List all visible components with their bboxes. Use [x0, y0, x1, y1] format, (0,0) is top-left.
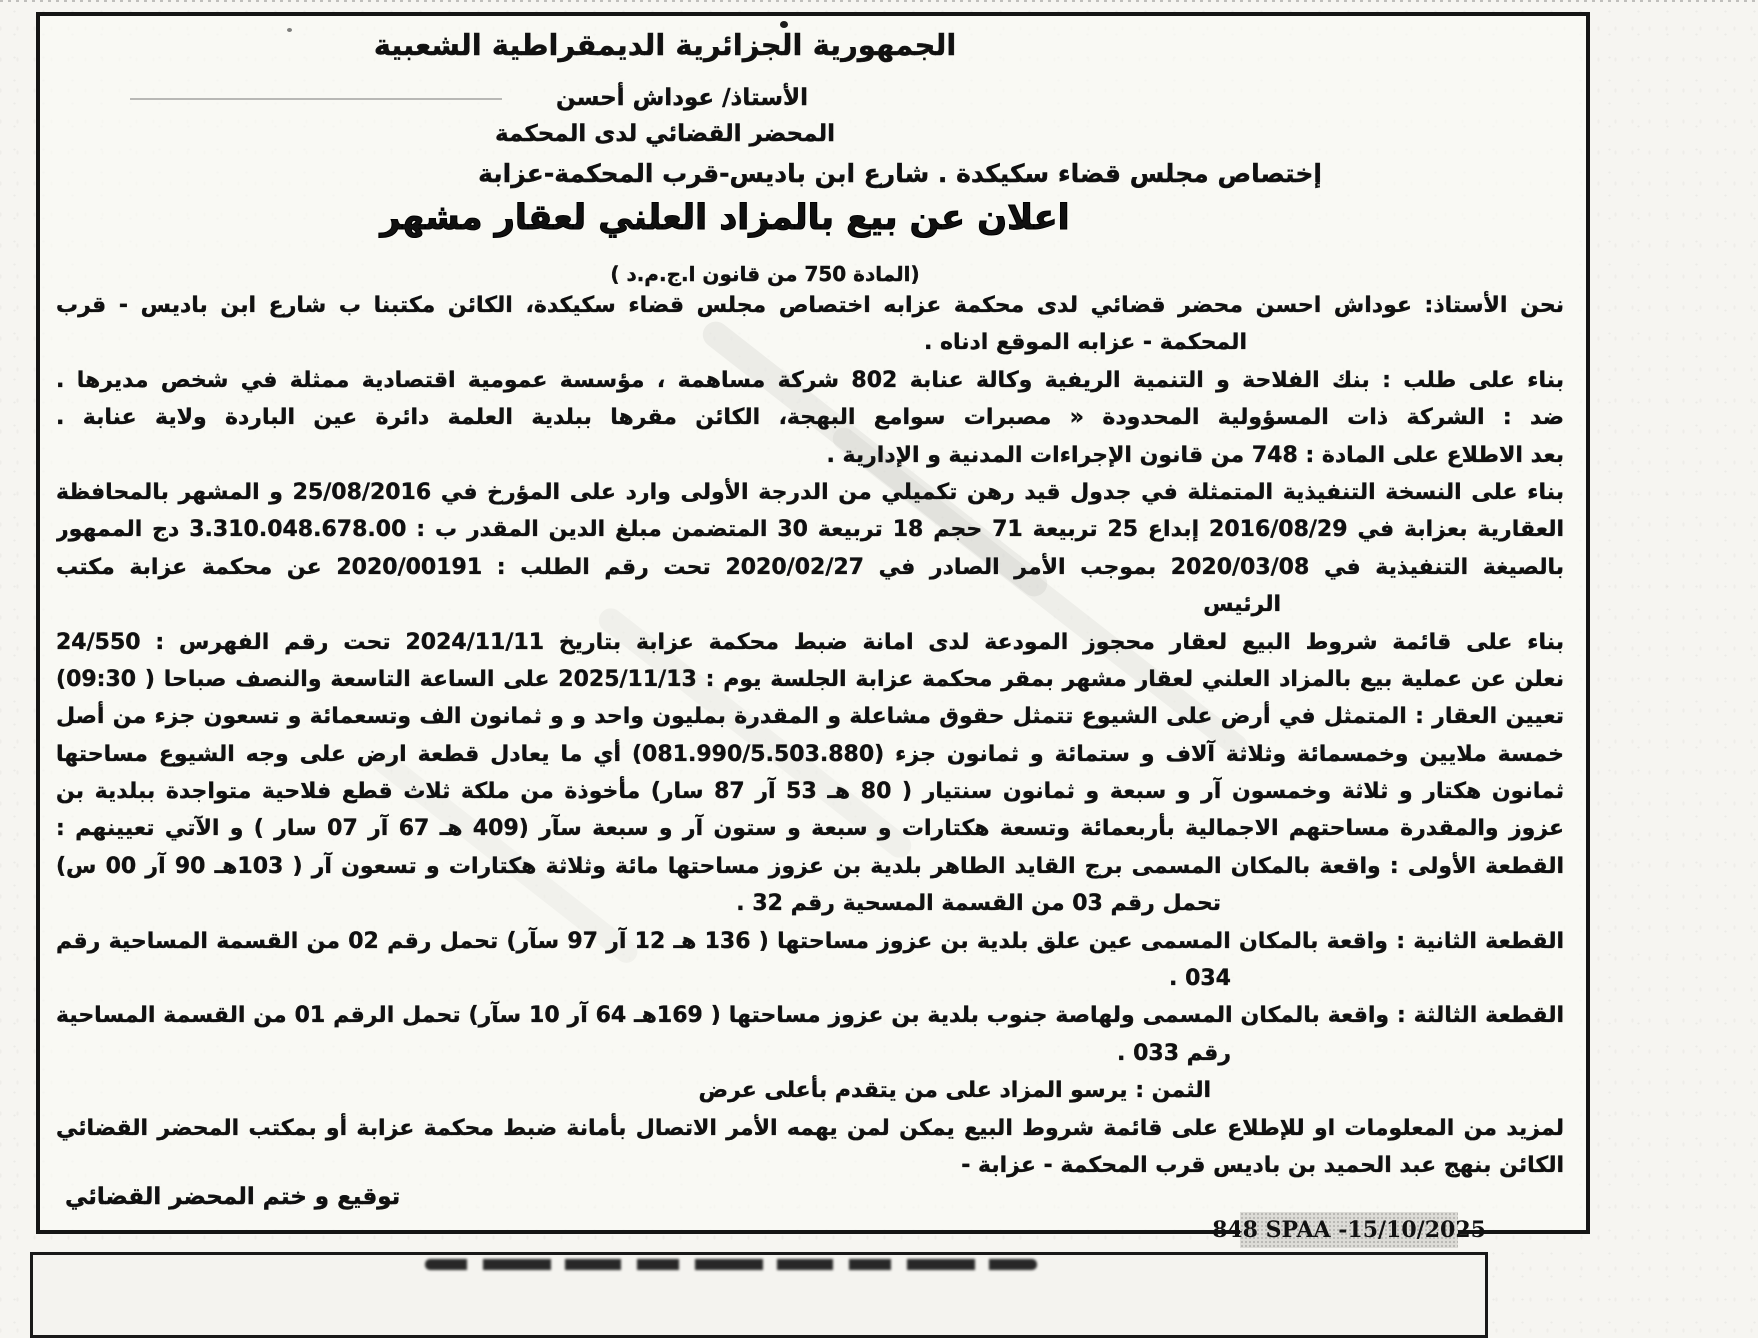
- body-line: عزوز والمقدرة مساحتهم الاجمالية بأربعمائة وتسعة هكتارات و سبعة و ستون آر و سبعة سآر (409 هـ 67 آر 07 سار ) و الآتي تعيينهم :: [56, 816, 1564, 842]
- scan-edge-dotted-line: [0, 0, 1758, 2]
- body-line: بناء على النسخة التنفيذية المتمثلة في جدول قيد رهن تكميلي من الدرجة الأولى وارد على المؤرخ في 25/08/2016 و المشهر بالمحافظة: [56, 479, 1564, 505]
- body-line: خمسة ملايين وخمسمائة وثلاثة آلاف و ستمائة و ثمانون جزء (081.990/5.503.880) أي ما يعادل قطعة ارض على وجه الشيوع مساحتها: [56, 741, 1564, 767]
- body-line: الثمن : يرسو المزاد على من يتقدم بأعلى عرض: [698, 1078, 1211, 1104]
- body-line: القطعة الثالثة : واقعة بالمكان المسمى ولهاصة جنوب بلدية بن عزوز مساحتها ( 169هـ 64 آر 10 سآر) تحمل الرقم 01 من القسمة المساحية: [56, 1003, 1564, 1029]
- body-line: الكائن بنهج عبد الحميد بن باديس قرب المحكمة - عزابة -: [961, 1152, 1564, 1178]
- jurisdiction-line: إختصاص مجلس قضاء سكيكدة . شارع ابن باديس-قرب المحكمة-عزابة: [478, 159, 1322, 188]
- body-line: تعيين العقار : المتمثل في أرض على الشيوع تتمثل حقوق مشاعلة و المقدرة بمليون واحد و و ثمانون الف وتسعمائة و تسعون جزء من أصل: [56, 704, 1564, 730]
- body-line: ضد : الشركة ذات المسؤولية المحدودة « مصبرات سوامع البهجة، الكائن مقرها ببلدية العلمة دائرة عين الباردة ولاية عنابة .: [56, 405, 1564, 431]
- body-line: بناء على طلب : بنك الفلاحة و التنمية الريفية وكالة عنابة 802 شركة مساهمة ، مؤسسة عمومية اقتصادية ممثلة في شخص مديرها .: [56, 367, 1564, 393]
- officer-name: الأستاذ/ عوداش أحسن: [556, 85, 808, 111]
- body-line: رقم 033 .: [1117, 1040, 1231, 1066]
- announcement-body: [40, 287, 1586, 1184]
- body-line: بناء على قائمة شروط البيع لعقار محجوز المودعة لدى امانة ضبط محكمة عزابة بتاريخ 2024/11/11 تحت رقم الفهرس : 24/550: [56, 629, 1564, 655]
- legal-article-line: (المادة 750 من قانون ا.ج.م.د ): [610, 262, 920, 286]
- body-line: القطعة الثانية : واقعة بالمكان المسمى عين علق بلدية بن عزوز مساحتها ( 136 هـ 12 آر 97 سآر) تحمل رقم 02 من القسمة المساحية رقم: [56, 928, 1564, 954]
- body-line: تحمل رقم 03 من القسمة المسحية رقم 32 .: [736, 891, 1221, 917]
- body-line: ثمانون هكتار و ثلاثة وخمسون آر و سبعة و ثمانون سنتيار ( 80 هـ 53 آر 87 سار) مأخوذة من ملكة ثلاث قطع فلاحية متواجدة ببلدية بن: [56, 779, 1564, 805]
- body-line: لمزيد من المعلومات او للإطلاع على قائمة شروط البيع يمكن لمن يهمه الأمر الاتصال بأمانة ضبط محكمة عزابة أو بمكتب المحضر القضائي: [56, 1115, 1564, 1141]
- signature-line: توقيع و ختم المحضر القضائي: [65, 1184, 401, 1210]
- announcement-document: [36, 12, 1590, 1243]
- cut-off-headline-smudge: [425, 1259, 1037, 1270]
- body-line: المحكمة - عزابه الموقع ادناه .: [923, 330, 1247, 356]
- body-line: العقارية بعزابة في 2016/08/29 إبداع 25 تربيعة 71 حجم 18 تربيعة 30 المتضمن مبلغ الدين المقدر ب : 3.310.048.678.00 دج الممهور: [56, 517, 1564, 543]
- body-line: نحن الأستاذ: عوداش احسن محضر قضائي لدى محكمة عزابه اختصاص مجلس قضاء سكيكدة، الكائن مكتبنا ب شارع ابن باديس - قرب: [56, 293, 1564, 318]
- body-line: بعد الاطلاع على المادة : 748 من قانون الإجراءات المدنية و الإدارية .: [826, 442, 1564, 468]
- body-line: نعلن عن عملية بيع بالمزاد العلني لعقار مشهر بمقر محكمة عزابة الجلسة يوم : 2025/11/13 على الساعة التاسعة والنصف صباحا ( 09:30): [56, 666, 1564, 692]
- officer-title: المحضر القضائي لدى المحكمة: [494, 121, 836, 147]
- scan-speck: [780, 21, 788, 28]
- body-line: بالصيغة التنفيذية في 2020/03/08 بموجب الأمر الصادر في 2020/02/27 تحت رقم الطلب : 2020/00191 عن محكمة عزابة مكتب: [56, 554, 1564, 580]
- publication-reference: 848 SPAA -15/10/2025: [1240, 1212, 1458, 1248]
- body-line: القطعة الأولى : واقعة بالمكان المسمى برج القايد الطاهر بلدية بن عزوز مساحتها مائة وثلاثة هكتارات و تسعون آر ( 103هـ 90 آر 00 س): [56, 853, 1564, 879]
- body-line: 034 .: [1169, 966, 1231, 992]
- republic-heading: الجمهورية الجزائرية الديمقراطية الشعبية: [373, 28, 957, 62]
- next-clipping-partial: [30, 1252, 1488, 1338]
- announcement-title: اعلان عن بيع بالمزاد العلني لعقار مشهر: [380, 198, 1070, 238]
- body-line: الرئيس: [1203, 592, 1281, 618]
